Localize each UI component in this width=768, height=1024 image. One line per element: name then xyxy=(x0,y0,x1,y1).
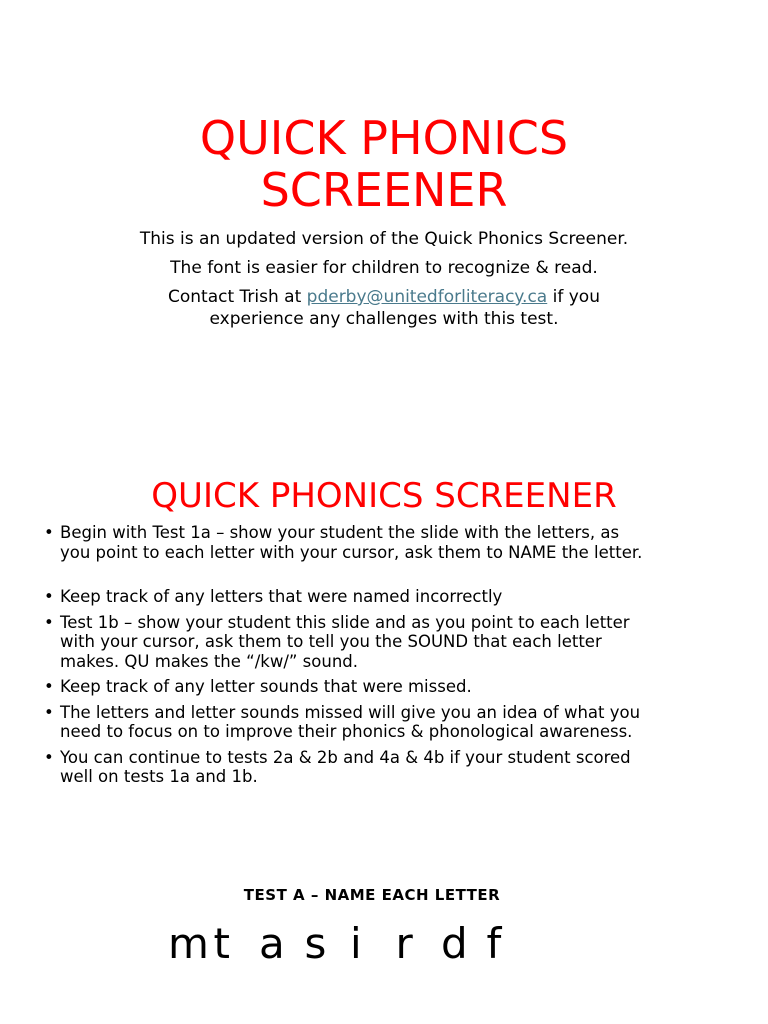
page-title xyxy=(0,112,768,216)
bullet-icon: • xyxy=(44,587,54,606)
test-letter: d xyxy=(441,919,468,968)
bullet-icon: • xyxy=(44,702,54,722)
list-item-line: The letters and letter sounds missed will give you an idea of what you xyxy=(60,702,641,722)
test-letter: m xyxy=(168,919,209,968)
instructions-title: QUICK PHONICS SCREENER xyxy=(151,476,617,516)
list-item-line: makes. QU makes the “/kw/” sound. xyxy=(60,651,358,671)
intro-text xyxy=(0,228,768,330)
contact-email-link[interactable]: pderby@unitedforliteracy.ca xyxy=(306,287,548,307)
list-item xyxy=(44,613,724,672)
list-item-line: Begin with Test 1a – show your student the slide with the letters, as xyxy=(60,523,620,542)
instructions-slide xyxy=(0,470,768,830)
intro-line-2: The font is easier for children to recognize & read. xyxy=(170,258,598,278)
list-item-line: well on tests 1a and 1b. xyxy=(60,767,258,786)
letter-test-slide xyxy=(0,880,768,1024)
list-item-line: with your cursor, ask them to tell you the SOUND that each letter xyxy=(60,632,602,651)
list-item xyxy=(44,587,724,607)
list-item-line: You can continue to tests 2a & 2b and 4a & 4b if your student scored xyxy=(60,747,631,767)
title-slide xyxy=(0,0,768,350)
contact-suffix: if you xyxy=(547,287,600,307)
list-item-line: need to focus on to improve their phonics & phonological awareness. xyxy=(60,722,633,741)
list-item xyxy=(44,677,724,697)
title-line-1: QUICK PHONICS xyxy=(199,111,569,165)
test-heading: TEST A – NAME EACH LETTER xyxy=(243,886,501,904)
title-line-2: SCREENER xyxy=(260,163,508,217)
bullet-icon: • xyxy=(44,523,54,542)
contact-prefix: Contact Trish at xyxy=(167,287,307,307)
list-item-line: Keep track of any letters that were named incorrectly xyxy=(60,587,503,606)
list-item-line: Keep track of any letter sounds that were missed. xyxy=(60,677,472,696)
test-letter: i xyxy=(350,919,362,968)
contact-line xyxy=(0,286,768,308)
bullet-icon: • xyxy=(44,677,54,696)
test-letter: r xyxy=(395,919,413,968)
test-letter: f xyxy=(486,919,502,968)
list-item-line: you point to each letter with your cursor, ask them to NAME the letter. xyxy=(60,542,643,562)
bullet-icon: • xyxy=(44,612,54,632)
test-letter: s xyxy=(304,919,327,968)
list-item-line: Test 1b – show your student this slide and as you point to each letter xyxy=(60,612,630,632)
list-item xyxy=(44,523,724,562)
bullet-icon: • xyxy=(44,747,54,767)
intro-line-1: This is an updated version of the Quick Phonics Screener. xyxy=(139,229,629,249)
list-item xyxy=(44,703,724,742)
test-letter: a xyxy=(259,919,285,968)
letter-row xyxy=(168,916,532,972)
contact-line-2: experience any challenges with this test. xyxy=(209,309,559,329)
instructions-list xyxy=(44,523,724,787)
test-letter: t xyxy=(213,919,230,968)
list-item xyxy=(44,748,724,787)
